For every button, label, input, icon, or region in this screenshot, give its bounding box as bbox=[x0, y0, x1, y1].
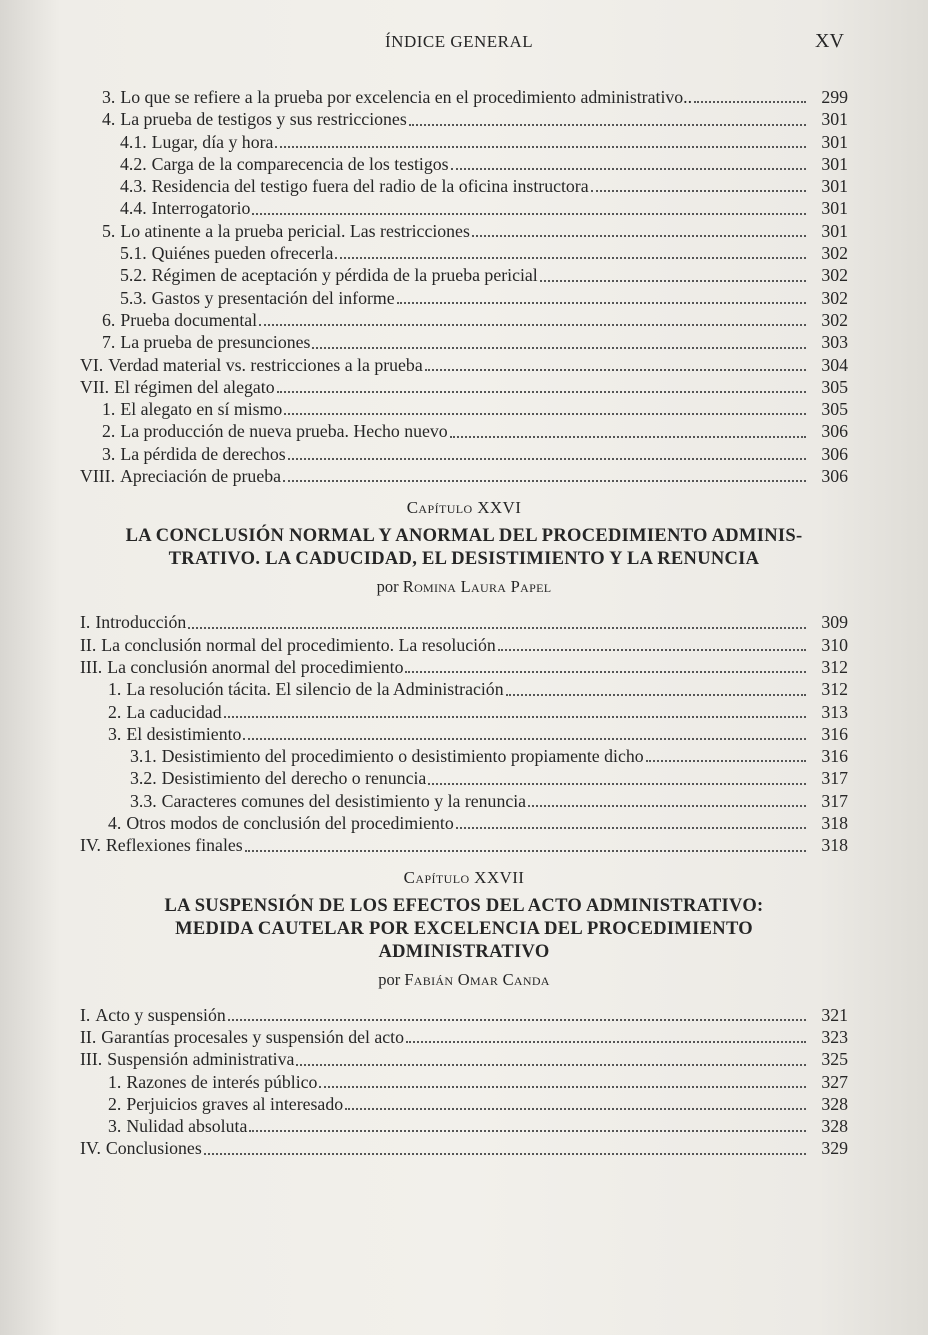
entry-page-number: 310 bbox=[821, 634, 848, 655]
dot-leader bbox=[228, 1019, 806, 1021]
entry-title: Perjuicios graves al interesado bbox=[126, 1093, 344, 1114]
entry-number: III. bbox=[80, 1049, 103, 1070]
author-name: Romina Laura Papel bbox=[402, 577, 552, 597]
entry-page-number: 302 bbox=[821, 265, 848, 286]
entry-number: 1. bbox=[102, 399, 116, 420]
dot-leader bbox=[245, 850, 806, 852]
entry-number: 4.2. bbox=[120, 153, 147, 174]
author-prefix: por bbox=[378, 969, 401, 989]
chapter-author bbox=[80, 970, 848, 992]
chapter-title bbox=[80, 525, 848, 571]
toc-entry bbox=[80, 701, 848, 723]
entry-page-number: 305 bbox=[821, 376, 848, 397]
toc-entry bbox=[80, 1115, 848, 1137]
entry-number: 3. bbox=[108, 1116, 122, 1137]
author-prefix: por bbox=[376, 577, 399, 597]
toc-entry bbox=[80, 197, 848, 219]
entry-page-number: 306 bbox=[821, 466, 848, 487]
toc-entry bbox=[80, 611, 848, 633]
entry-page-number: 301 bbox=[821, 220, 848, 241]
entry-number: 5. bbox=[102, 220, 116, 241]
entry-page-number: 317 bbox=[821, 768, 848, 789]
entry-number: 4.4. bbox=[120, 198, 147, 219]
toc-entry bbox=[80, 309, 848, 331]
chapter-label: Capítulo XXVII bbox=[403, 867, 525, 887]
entry-title: Lo que se refiere a la prueba por excelencia en el procedimiento administrativo.. bbox=[120, 87, 693, 107]
dot-leader bbox=[345, 1108, 806, 1110]
toc-entry bbox=[80, 108, 848, 130]
toc-entry bbox=[80, 678, 848, 700]
entry-title: Otros modos de conclusión del procedimiento bbox=[126, 813, 454, 834]
toc-entry bbox=[80, 242, 848, 264]
toc-entry bbox=[80, 287, 848, 309]
entry-page-number: 301 bbox=[821, 153, 848, 174]
toc-entry bbox=[80, 1071, 848, 1093]
entry-page-number: 321 bbox=[821, 1004, 848, 1025]
entry-page-number: 316 bbox=[821, 746, 848, 767]
dot-leader bbox=[224, 716, 806, 718]
entry-number: 1. bbox=[108, 679, 122, 700]
entry-number: 2. bbox=[102, 421, 116, 442]
toc-entry bbox=[80, 656, 848, 678]
entry-title: Acto y suspensión bbox=[95, 1004, 226, 1025]
entry-number: VIII. bbox=[80, 466, 116, 487]
entry-title: Residencia del testigo fuera del radio de la oficina instructora bbox=[151, 176, 589, 197]
entry-title: Lugar, día y hora bbox=[151, 131, 274, 152]
dot-leader bbox=[450, 436, 806, 438]
entry-page-number: 299 bbox=[821, 87, 848, 107]
running-head-page-number: XV bbox=[815, 30, 844, 52]
entry-page-number: 323 bbox=[821, 1026, 848, 1047]
entry-title: Desistimiento del derecho o renuncia bbox=[161, 768, 427, 789]
toc-entry bbox=[80, 767, 848, 789]
entry-number: 3.3. bbox=[130, 790, 157, 811]
dot-leader bbox=[591, 190, 806, 192]
entry-page-number: 318 bbox=[821, 813, 848, 834]
dot-leader bbox=[506, 694, 806, 696]
entry-title: Régimen de aceptación y pérdida de la prueba pericial bbox=[151, 265, 538, 286]
entry-title: Introducción bbox=[95, 612, 187, 633]
entry-number: II. bbox=[80, 634, 97, 655]
entry-title: Razones de interés público bbox=[126, 1071, 318, 1092]
toc-entry bbox=[80, 465, 848, 487]
dot-leader bbox=[409, 124, 806, 126]
dot-leader bbox=[456, 827, 806, 829]
entry-page-number: 302 bbox=[821, 243, 848, 264]
dot-leader bbox=[540, 280, 806, 282]
chapter-title-line: TRATIVO. LA CADUCIDAD, EL DESISTIMIENTO Y LA RENUNCIA bbox=[168, 549, 760, 570]
entry-number: I. bbox=[80, 612, 91, 633]
entry-number: VI. bbox=[80, 354, 104, 375]
running-head-title: ÍNDICE GENERAL bbox=[385, 32, 534, 51]
entry-title: La prueba de presunciones bbox=[120, 332, 311, 353]
dot-leader bbox=[694, 101, 806, 103]
dot-leader bbox=[296, 1064, 806, 1066]
toc-entry bbox=[80, 153, 848, 175]
toc-entry bbox=[80, 634, 848, 656]
entry-page-number: 328 bbox=[821, 1093, 848, 1114]
toc-entry bbox=[80, 175, 848, 197]
dot-leader bbox=[472, 235, 806, 237]
entry-page-number: 312 bbox=[821, 679, 848, 700]
toc-entry bbox=[80, 264, 848, 286]
entry-number: 6. bbox=[102, 309, 116, 330]
entry-title: El régimen del alegato bbox=[114, 376, 275, 397]
entry-page-number: 301 bbox=[821, 131, 848, 152]
dot-leader bbox=[498, 649, 806, 651]
entry-page-number: 312 bbox=[821, 656, 848, 677]
dot-leader bbox=[188, 627, 806, 629]
entry-number: III. bbox=[80, 656, 103, 677]
entry-number: 4. bbox=[108, 813, 122, 834]
entry-title: La conclusión normal del procedimiento. La resolución bbox=[101, 634, 496, 655]
toc-entry bbox=[80, 812, 848, 834]
entry-page-number: 317 bbox=[821, 790, 848, 811]
chapter-label: Capítulo XXVI bbox=[406, 498, 522, 518]
toc-entry bbox=[80, 1048, 848, 1070]
entry-title: Desistimiento del procedimiento o desistimiento propiamente dicho bbox=[161, 746, 644, 767]
dot-leader bbox=[319, 1086, 806, 1088]
dot-leader bbox=[646, 760, 806, 762]
entry-page-number: 306 bbox=[821, 443, 848, 464]
entry-title: Nulidad absoluta bbox=[126, 1116, 248, 1137]
entry-number: 3. bbox=[102, 443, 116, 464]
entry-number: 4.1. bbox=[120, 131, 147, 152]
toc-entry bbox=[80, 745, 848, 767]
author-name: Fabián Omar Canda bbox=[404, 969, 550, 989]
entry-page-number: 306 bbox=[821, 421, 848, 442]
entry-number: 5.2. bbox=[120, 265, 147, 286]
dot-leader bbox=[335, 257, 806, 259]
entry-number: 3.2. bbox=[130, 768, 157, 789]
chapter-title-line: LA CONCLUSIÓN NORMAL Y ANORMAL DEL PROCEDIMIENTO ADMINIS- bbox=[125, 526, 803, 547]
chapter-title-line: LA SUSPENSIÓN DE LOS EFECTOS DEL ACTO ADMINISTRATIVO: bbox=[164, 895, 764, 916]
entry-number: 3. bbox=[108, 723, 122, 744]
entry-number: 1. bbox=[108, 1071, 122, 1092]
entry-page-number: 304 bbox=[821, 354, 848, 375]
entry-title: Quiénes pueden ofrecerla bbox=[151, 243, 334, 264]
dot-leader bbox=[249, 1130, 806, 1132]
entry-page-number: 316 bbox=[821, 723, 848, 744]
entry-title: El alegato en sí mismo bbox=[120, 399, 283, 420]
running-head bbox=[0, 30, 928, 60]
dot-leader bbox=[528, 805, 806, 807]
entry-page-number: 328 bbox=[821, 1116, 848, 1137]
entry-title: Caracteres comunes del desistimiento y la renuncia bbox=[161, 790, 527, 811]
entry-title: Apreciación de prueba bbox=[120, 466, 281, 487]
entry-title: Suspensión administrativa bbox=[107, 1049, 295, 1070]
toc-entry bbox=[80, 354, 848, 376]
dot-leader bbox=[204, 1153, 806, 1155]
toc-entry bbox=[80, 443, 848, 465]
entry-number: II. bbox=[80, 1026, 97, 1047]
toc-entry bbox=[80, 86, 848, 108]
chapter-title bbox=[80, 895, 848, 964]
chapter-author bbox=[80, 577, 848, 599]
entry-title: La prueba de testigos y sus restricciones bbox=[120, 109, 407, 130]
entry-title: Conclusiones bbox=[105, 1138, 202, 1159]
entry-title: Verdad material vs. restricciones a la prueba bbox=[108, 354, 423, 375]
entry-title: La caducidad bbox=[126, 701, 222, 722]
entry-number: 2. bbox=[108, 1093, 122, 1114]
dot-leader bbox=[277, 391, 806, 393]
toc-entry bbox=[80, 398, 848, 420]
entry-page-number: 302 bbox=[821, 287, 848, 308]
entry-page-number: 301 bbox=[821, 176, 848, 197]
entry-title: Garantías procesales y suspensión del acto bbox=[101, 1026, 404, 1047]
entry-title: La producción de nueva prueba. Hecho nuevo bbox=[120, 421, 448, 442]
dot-leader bbox=[288, 458, 806, 460]
entry-page-number: 302 bbox=[821, 309, 848, 330]
entry-page-number: 301 bbox=[821, 109, 848, 130]
entry-page-number: 301 bbox=[821, 198, 848, 219]
entry-title: El desistimiento bbox=[126, 723, 242, 744]
table-of-contents bbox=[80, 86, 848, 1160]
entry-page-number: 327 bbox=[821, 1071, 848, 1092]
entry-title: Reflexiones finales bbox=[105, 835, 243, 856]
entry-number: 3.1. bbox=[130, 746, 157, 767]
dot-leader bbox=[451, 168, 806, 170]
dot-leader bbox=[243, 738, 806, 740]
entry-title: La pérdida de derechos bbox=[120, 443, 286, 464]
dot-leader bbox=[283, 480, 806, 482]
entry-number: 7. bbox=[102, 332, 116, 353]
entry-page-number: 305 bbox=[821, 399, 848, 420]
chapter-title-line: MEDIDA CAUTELAR POR EXCELENCIA DEL PROCEDIMIENTO bbox=[175, 918, 753, 939]
dot-leader bbox=[259, 324, 806, 326]
dot-leader bbox=[284, 413, 806, 415]
toc-entry bbox=[80, 376, 848, 398]
entry-number: 4. bbox=[102, 109, 116, 130]
toc-entry bbox=[80, 131, 848, 153]
dot-leader bbox=[406, 1041, 806, 1043]
dot-leader bbox=[425, 369, 806, 371]
entry-title: Interrogatorio bbox=[151, 198, 251, 219]
entry-number: 2. bbox=[108, 701, 122, 722]
toc-entry bbox=[80, 220, 848, 242]
entry-page-number: 318 bbox=[821, 835, 848, 856]
entry-page-number: 329 bbox=[821, 1138, 848, 1159]
entry-page-number: 309 bbox=[821, 612, 848, 633]
toc-entry bbox=[80, 1093, 848, 1115]
dot-leader bbox=[252, 213, 806, 215]
toc-entry bbox=[80, 331, 848, 353]
chapter-title-line: ADMINISTRATIVO bbox=[378, 941, 550, 962]
toc-entry bbox=[80, 790, 848, 812]
entry-number: 5.3. bbox=[120, 287, 147, 308]
entry-number: I. bbox=[80, 1004, 91, 1025]
toc-entry bbox=[80, 1004, 848, 1026]
entry-title: Gastos y presentación del informe bbox=[151, 287, 395, 308]
entry-page-number: 325 bbox=[821, 1049, 848, 1070]
toc-entry bbox=[80, 1137, 848, 1159]
entry-number: IV. bbox=[80, 835, 101, 856]
toc-entry bbox=[80, 420, 848, 442]
toc-entry bbox=[80, 834, 848, 856]
entry-title: La resolución tácita. El silencio de la Administración bbox=[126, 679, 504, 700]
entry-number: IV. bbox=[80, 1138, 101, 1159]
dot-leader bbox=[275, 146, 806, 148]
dot-leader bbox=[312, 347, 806, 349]
entry-title: La conclusión anormal del procedimiento bbox=[107, 656, 404, 677]
entry-title: Prueba documental bbox=[120, 309, 258, 330]
entry-number: VII. bbox=[80, 376, 110, 397]
entry-number: 3. bbox=[102, 87, 116, 107]
dot-leader bbox=[405, 671, 806, 673]
entry-page-number: 303 bbox=[821, 332, 848, 353]
dot-leader bbox=[397, 302, 806, 304]
entry-title: Lo atinente a la prueba pericial. Las restricciones bbox=[120, 220, 470, 241]
toc-entry bbox=[80, 1026, 848, 1048]
entry-number: 5.1. bbox=[120, 243, 147, 264]
dot-leader bbox=[428, 783, 806, 785]
toc-entry bbox=[80, 723, 848, 745]
entry-number: 4.3. bbox=[120, 176, 147, 197]
entry-title: Carga de la comparecencia de los testigos bbox=[151, 153, 449, 174]
entry-page-number: 313 bbox=[821, 701, 848, 722]
